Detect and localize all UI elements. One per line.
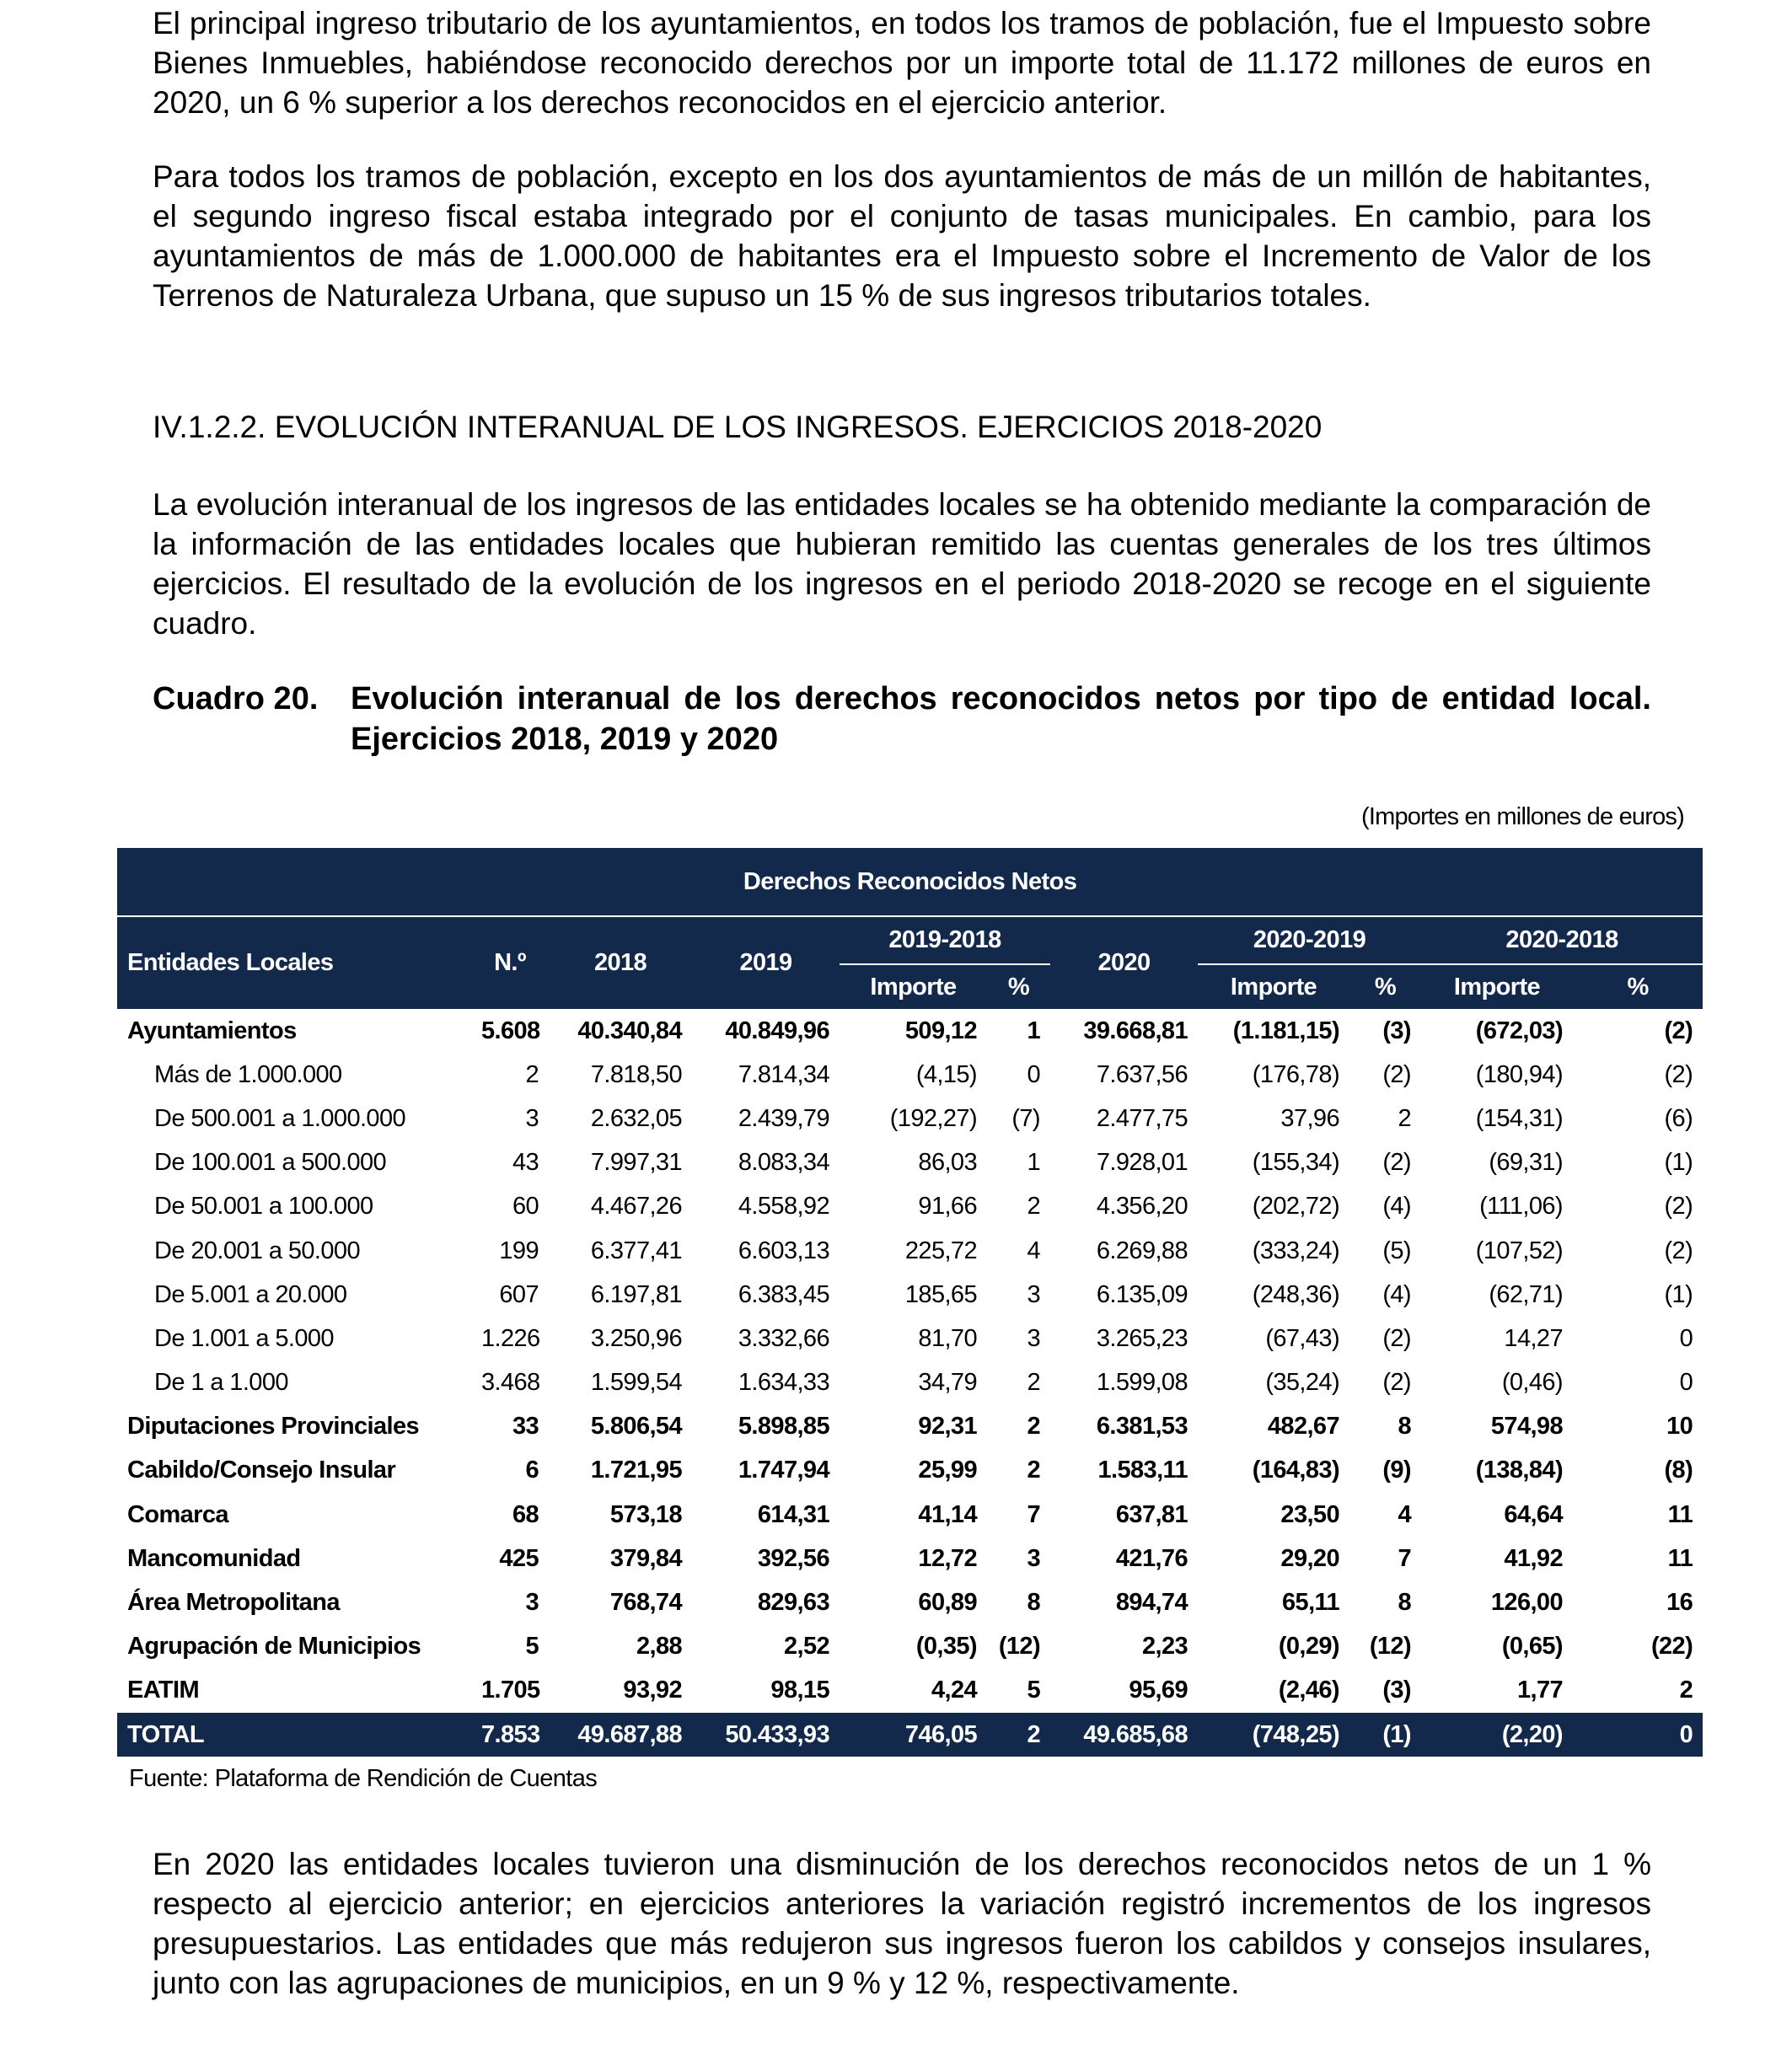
table-cell: 8.083,34 bbox=[738, 1149, 829, 1177]
table-cell: 0 bbox=[1573, 1713, 1703, 1757]
header-importe: Importe bbox=[1421, 964, 1573, 1009]
table-cell: 7.637,56 bbox=[1096, 1060, 1188, 1088]
table-cell: 60,89 bbox=[918, 1589, 977, 1617]
row-label: De 500.001 a 1.000.000 bbox=[154, 1104, 406, 1132]
table-cell: 7.814,34 bbox=[738, 1060, 829, 1088]
table-cell: 392,56 bbox=[757, 1544, 829, 1572]
table-cell: 16 bbox=[1666, 1589, 1693, 1617]
table-cell: (62,71) bbox=[1489, 1280, 1563, 1308]
table-cell: 5.608 bbox=[481, 1017, 540, 1044]
table-cell: 3.468 bbox=[481, 1369, 540, 1397]
table-row bbox=[117, 1669, 1703, 1713]
table-row bbox=[117, 1053, 1703, 1097]
table-cell: (2,46) bbox=[1278, 1677, 1339, 1704]
table-cell: 5.898,85 bbox=[738, 1413, 829, 1441]
table-cell: (248,36) bbox=[1252, 1280, 1339, 1308]
table-cell: (2) bbox=[1382, 1369, 1411, 1397]
table-cell: (9) bbox=[1382, 1457, 1411, 1484]
table-cell: 614,31 bbox=[757, 1500, 829, 1528]
table-body bbox=[117, 1009, 1703, 1757]
table-cell: 95,69 bbox=[1129, 1677, 1188, 1704]
table-cell: 8 bbox=[1398, 1589, 1411, 1617]
table-cell: 2.439,79 bbox=[738, 1104, 829, 1132]
table-cell: (2,20) bbox=[1421, 1713, 1573, 1757]
table-cell: (154,31) bbox=[1475, 1104, 1563, 1132]
table-cell: 1 bbox=[1027, 1149, 1040, 1177]
table-row bbox=[117, 1097, 1703, 1140]
table-cell: 7.818,50 bbox=[590, 1060, 682, 1088]
row-label: De 50.001 a 100.000 bbox=[154, 1193, 373, 1221]
table-cell: (2) bbox=[1664, 1017, 1693, 1044]
table-cell: 43 bbox=[512, 1149, 539, 1177]
table-cell: 3 bbox=[1027, 1544, 1040, 1572]
table-cell: 3.332,66 bbox=[738, 1324, 829, 1352]
table-cell: 11 bbox=[1667, 1544, 1693, 1572]
table-cell: 8 bbox=[1027, 1589, 1040, 1617]
table-cell: 4.356,20 bbox=[1096, 1193, 1188, 1221]
table-cell: (0,65) bbox=[1501, 1633, 1563, 1661]
table-cell: 894,74 bbox=[1115, 1589, 1188, 1617]
table-cell: 65,11 bbox=[1282, 1589, 1339, 1617]
table-cell: (107,52) bbox=[1475, 1237, 1563, 1264]
table-cell: 2,52 bbox=[783, 1633, 829, 1661]
paragraph-tasas: Para todos los tramos de población, excepto en los dos ayuntamientos de más de un millón de habitantes, el segundo ingreso fiscal estaba integrado por el conjunto de tasas municipales. En cambio, para los ayuntamientos de más de 1.000.000 de habitantes era el Impuesto sobre el Incremento de Valor de los Terrenos de Naturaleza Urbana, que supuso un 15 % de sus ingresos tributarios totales. bbox=[153, 159, 1651, 313]
table-cell: 1.583,11 bbox=[1097, 1457, 1188, 1484]
table-cell: 81,70 bbox=[918, 1324, 977, 1352]
table-cell: (67,43) bbox=[1265, 1324, 1339, 1352]
table-cell: (192,27) bbox=[889, 1104, 977, 1132]
table-cell: 1.705 bbox=[481, 1677, 540, 1704]
table-cell: 49.687,88 bbox=[549, 1713, 692, 1757]
table-cell: (3) bbox=[1382, 1677, 1411, 1704]
header-2018: 2018 bbox=[549, 916, 692, 1009]
table-cell: 41,92 bbox=[1504, 1544, 1563, 1572]
table-caption bbox=[153, 679, 1651, 759]
table-cell: (2) bbox=[1382, 1149, 1411, 1177]
table-cell: 3.250,96 bbox=[590, 1324, 682, 1352]
table-cell: 2 bbox=[1398, 1104, 1411, 1132]
table-cell: 40.849,96 bbox=[725, 1017, 829, 1044]
table-cell: 199 bbox=[499, 1237, 539, 1264]
table-cell: 2 bbox=[987, 1713, 1050, 1757]
row-label: Ayuntamientos bbox=[127, 1017, 297, 1044]
table-cell: 7.928,01 bbox=[1096, 1149, 1188, 1177]
table-row bbox=[117, 1537, 1703, 1580]
table-row bbox=[117, 1625, 1703, 1669]
caption-number: Cuadro 20. bbox=[153, 681, 319, 716]
table-cell: (4) bbox=[1382, 1280, 1411, 1308]
table-row bbox=[117, 1009, 1703, 1053]
table-cell: 6.383,45 bbox=[738, 1280, 829, 1308]
row-label: De 1.001 a 5.000 bbox=[154, 1324, 334, 1352]
table-cell: 3 bbox=[525, 1104, 539, 1132]
caption-text: Evolución interanual de los derechos reconocidos netos por tipo de entidad local. Ejercicios 2018, 2019 y 2020 bbox=[351, 681, 1651, 757]
table-row bbox=[117, 1317, 1703, 1360]
table-cell: 2,23 bbox=[1141, 1633, 1188, 1661]
table-cell: 14,27 bbox=[1504, 1324, 1563, 1352]
table-cell: (2) bbox=[1382, 1060, 1411, 1088]
row-label: EATIM bbox=[127, 1677, 200, 1704]
table-cell: (2) bbox=[1664, 1193, 1693, 1221]
row-label: De 100.001 a 500.000 bbox=[154, 1149, 387, 1177]
row-label: De 5.001 a 20.000 bbox=[154, 1280, 347, 1308]
table-cell: (748,25) bbox=[1198, 1713, 1349, 1757]
table-cell: (1) bbox=[1349, 1713, 1421, 1757]
table-cell: (12) bbox=[998, 1633, 1040, 1661]
table-cell: (155,34) bbox=[1252, 1149, 1339, 1177]
table-cell: 40.340,84 bbox=[577, 1017, 682, 1044]
table-cell: 2 bbox=[1027, 1369, 1040, 1397]
table-cell: (333,24) bbox=[1252, 1237, 1339, 1264]
table-cell: 425 bbox=[499, 1544, 539, 1572]
table-cell: 93,92 bbox=[623, 1677, 682, 1704]
table-cell: (2) bbox=[1664, 1060, 1693, 1088]
row-label: Diputaciones Provinciales bbox=[127, 1413, 420, 1441]
table-cell: 607 bbox=[499, 1280, 539, 1308]
table-cell: (138,84) bbox=[1475, 1457, 1563, 1484]
table-cell: 1.599,08 bbox=[1096, 1369, 1188, 1397]
table-cell: 8 bbox=[1398, 1413, 1411, 1441]
table-cell: 7 bbox=[1027, 1500, 1040, 1528]
table-cell: 12,72 bbox=[918, 1544, 977, 1572]
header-importe: Importe bbox=[1198, 964, 1349, 1009]
row-label: Agrupación de Municipios bbox=[127, 1633, 421, 1661]
table-cell: (22) bbox=[1650, 1633, 1693, 1661]
table-cell: 4.558,92 bbox=[738, 1193, 829, 1221]
table-cell: 2 bbox=[1679, 1677, 1693, 1704]
units-note: (Importes en millones de euros) bbox=[1361, 803, 1684, 830]
table-cell: 2.632,05 bbox=[590, 1104, 682, 1132]
paragraph-closing: En 2020 las entidades locales tuvieron una disminución de los derechos reconocidos netos de un 1 % respecto al ejercicio anterior; en ejercicios anteriores la variación registró incrementos de los ingresos presupuestarios. Las entidades que más redujeron sus ingresos fueron los cabildos y consejos insulares, junto con las agrupaciones de municipios, en un 9 % y 12 %, respectivamente. bbox=[153, 1847, 1651, 2000]
table-cell: (0,35) bbox=[915, 1633, 977, 1661]
row-label: Más de 1.000.000 bbox=[154, 1060, 342, 1088]
table-cell: 1.747,94 bbox=[738, 1457, 829, 1484]
table-cell: 29,20 bbox=[1280, 1544, 1339, 1572]
table-cell: 1.226 bbox=[481, 1324, 540, 1352]
table-cell: 49.685,68 bbox=[1050, 1713, 1198, 1757]
table-cell: 7.997,31 bbox=[590, 1149, 682, 1177]
table-row bbox=[117, 1185, 1703, 1229]
header-importe: Importe bbox=[840, 964, 987, 1009]
table-cell: 4 bbox=[1398, 1500, 1411, 1528]
table-cell: 34,79 bbox=[918, 1369, 977, 1397]
table-cell: 33 bbox=[512, 1413, 539, 1441]
table-cell: (69,31) bbox=[1489, 1149, 1563, 1177]
table-cell: (7) bbox=[1011, 1104, 1040, 1132]
table-cell: 637,81 bbox=[1115, 1500, 1188, 1528]
table-cell: 1.721,95 bbox=[590, 1457, 682, 1484]
table-cell: 4 bbox=[1027, 1237, 1040, 1264]
table-cell: (0,29) bbox=[1278, 1633, 1339, 1661]
table-cell: 509,12 bbox=[904, 1017, 977, 1044]
table-cell: 768,74 bbox=[609, 1589, 682, 1617]
table-cell: 3 bbox=[525, 1589, 539, 1617]
table-cell: (35,24) bbox=[1265, 1369, 1339, 1397]
table-cell: 379,84 bbox=[609, 1544, 682, 1572]
table-cell: 574,98 bbox=[1490, 1413, 1563, 1441]
table-row bbox=[117, 1141, 1703, 1185]
table-cell: 6.603,13 bbox=[738, 1237, 829, 1264]
table-cell: (176,78) bbox=[1252, 1060, 1339, 1088]
table-cell: 1.599,54 bbox=[590, 1369, 682, 1397]
table-cell: (4) bbox=[1382, 1193, 1411, 1221]
table-cell: (3) bbox=[1382, 1017, 1411, 1044]
row-label: Mancomunidad bbox=[127, 1544, 301, 1572]
table-cell: (8) bbox=[1664, 1457, 1693, 1484]
table-cell: 64,64 bbox=[1504, 1500, 1563, 1528]
row-label: Área Metropolitana bbox=[127, 1589, 340, 1617]
header-entity: Entidades Locales bbox=[117, 916, 471, 1009]
table-cell: (5) bbox=[1382, 1237, 1411, 1264]
table-cell: 0 bbox=[1027, 1060, 1040, 1088]
table-cell: 2 bbox=[525, 1060, 539, 1088]
table-row bbox=[117, 1493, 1703, 1537]
source-note: Fuente: Plataforma de Rendición de Cuentas bbox=[129, 1765, 598, 1792]
table-cell: 60 bbox=[512, 1193, 539, 1221]
header-2020-2019: 2020-2019 bbox=[1198, 916, 1421, 964]
table-cell: 1 bbox=[1027, 1017, 1040, 1044]
table-cell: 7.853 bbox=[471, 1713, 549, 1757]
table-cell: 91,66 bbox=[918, 1193, 977, 1221]
table-cell: 6.135,09 bbox=[1096, 1280, 1188, 1308]
table-cell: 573,18 bbox=[609, 1500, 682, 1528]
table-cell: (180,94) bbox=[1475, 1060, 1563, 1088]
table-cell: 421,76 bbox=[1115, 1544, 1188, 1572]
table-cell: 2.477,75 bbox=[1096, 1104, 1188, 1132]
row-label: TOTAL bbox=[117, 1713, 471, 1757]
header-pct: % bbox=[1349, 964, 1421, 1009]
header-2020: 2020 bbox=[1050, 916, 1198, 1009]
table-cell: 2 bbox=[1027, 1413, 1040, 1441]
table-row bbox=[117, 1580, 1703, 1624]
section-heading: IV.1.2.2. EVOLUCIÓN INTERANUAL DE LOS INGRESOS. EJERCICIOS 2018-2020 bbox=[153, 410, 1323, 444]
table-cell: 225,72 bbox=[904, 1237, 977, 1264]
table-cell: 37,96 bbox=[1280, 1104, 1339, 1132]
table-cell: 4,24 bbox=[931, 1677, 977, 1704]
table-cell: 10 bbox=[1666, 1413, 1693, 1441]
table-row bbox=[117, 1713, 1703, 1757]
table-cell: 4.467,26 bbox=[590, 1193, 682, 1221]
table-cell: 126,00 bbox=[1490, 1589, 1563, 1617]
table-cell: (4,15) bbox=[915, 1060, 977, 1088]
table-cell: 5.806,54 bbox=[590, 1413, 682, 1441]
row-label: De 1 a 1.000 bbox=[154, 1369, 288, 1397]
header-count: N.º bbox=[471, 916, 549, 1009]
header-pct: % bbox=[987, 964, 1050, 1009]
table-cell: 746,05 bbox=[840, 1713, 987, 1757]
table-cell: (1) bbox=[1664, 1149, 1693, 1177]
table-cell: 0 bbox=[1679, 1369, 1693, 1397]
table-cell: 6 bbox=[525, 1457, 539, 1484]
header-2019: 2019 bbox=[692, 916, 840, 1009]
table-cell: (6) bbox=[1664, 1104, 1693, 1132]
table-cell: 41,14 bbox=[918, 1500, 977, 1528]
row-label: De 20.001 a 50.000 bbox=[154, 1237, 360, 1264]
table-cell: 2 bbox=[1027, 1457, 1040, 1484]
paragraph-intro: La evolución interanual de los ingresos de las entidades locales se ha obtenido mediante la comparación de la información de las entidades locales que hubieran remitido las cuentas generales de los tres últimos ejercicios. El resultado de la evolución de los ingresos en el periodo 2018-2020 se recoge en el siguiente cuadro. bbox=[153, 487, 1651, 641]
table-cell: 68 bbox=[512, 1500, 539, 1528]
table-cell: (2) bbox=[1382, 1324, 1411, 1352]
table-cell: 25,99 bbox=[918, 1457, 977, 1484]
table-cell: (2) bbox=[1664, 1237, 1693, 1264]
table-cell: 7 bbox=[1398, 1544, 1411, 1572]
header-2019-2018: 2019-2018 bbox=[840, 916, 1050, 964]
header-2020-2018: 2020-2018 bbox=[1421, 916, 1703, 964]
table-cell: 86,03 bbox=[918, 1149, 977, 1177]
table-cell: 6.381,53 bbox=[1096, 1413, 1188, 1441]
table-cell: (202,72) bbox=[1252, 1193, 1339, 1221]
table-cell: 92,31 bbox=[918, 1413, 977, 1441]
table-cell: (111,06) bbox=[1479, 1193, 1563, 1221]
table-cell: 6.269,88 bbox=[1096, 1237, 1188, 1264]
header-pct: % bbox=[1573, 964, 1703, 1009]
table-cell: 11 bbox=[1667, 1500, 1693, 1528]
table-cell: 1,77 bbox=[1516, 1677, 1563, 1704]
table-cell: 6.197,81 bbox=[590, 1280, 682, 1308]
table-cell: 185,65 bbox=[904, 1280, 977, 1308]
table-row bbox=[117, 1229, 1703, 1273]
table-row bbox=[117, 1361, 1703, 1405]
row-label: Cabildo/Consejo Insular bbox=[127, 1457, 396, 1484]
table-cell: 0 bbox=[1679, 1324, 1693, 1352]
table-cell: 23,50 bbox=[1280, 1500, 1339, 1528]
table-row bbox=[117, 1405, 1703, 1449]
table-row bbox=[117, 1273, 1703, 1317]
table-cell: 5 bbox=[525, 1633, 539, 1661]
table-cell: 829,63 bbox=[757, 1589, 829, 1617]
table-cell: (1.181,15) bbox=[1232, 1017, 1339, 1044]
table-cell: (1) bbox=[1664, 1280, 1693, 1308]
table-cell: 1.634,33 bbox=[738, 1369, 829, 1397]
table-cell: (672,03) bbox=[1475, 1017, 1563, 1044]
table-cell: (12) bbox=[1369, 1633, 1411, 1661]
table-cell: 2 bbox=[1027, 1193, 1040, 1221]
table-cell: (164,83) bbox=[1252, 1457, 1339, 1484]
table-cell: 39.668,81 bbox=[1083, 1017, 1188, 1044]
table-cell: 5 bbox=[1027, 1677, 1040, 1704]
table-cell: 2,88 bbox=[636, 1633, 682, 1661]
table-cell: 6.377,41 bbox=[590, 1237, 682, 1264]
table-row bbox=[117, 1449, 1703, 1493]
row-label: Comarca bbox=[127, 1500, 228, 1528]
super-header: Derechos Reconocidos Netos bbox=[117, 848, 1703, 916]
table-cell: 482,67 bbox=[1267, 1413, 1339, 1441]
table-cell: 98,15 bbox=[770, 1677, 829, 1704]
table-cell: 50.433,93 bbox=[692, 1713, 840, 1757]
table-cell: 3 bbox=[1027, 1280, 1040, 1308]
paragraph-ibi: El principal ingreso tributario de los ayuntamientos, en todos los tramos de población, fue el Impuesto sobre Bienes Inmuebles, habiéndose reconocido derechos por un importe total de 11.172 millones de euros en 2020, un 6 % superior a los derechos reconocidos en el ejercicio anterior. bbox=[153, 6, 1651, 120]
table-cell: 3 bbox=[1027, 1324, 1040, 1352]
data-table bbox=[117, 848, 1703, 1757]
table-cell: (0,46) bbox=[1501, 1369, 1563, 1397]
table-cell: 3.265,23 bbox=[1096, 1324, 1188, 1352]
